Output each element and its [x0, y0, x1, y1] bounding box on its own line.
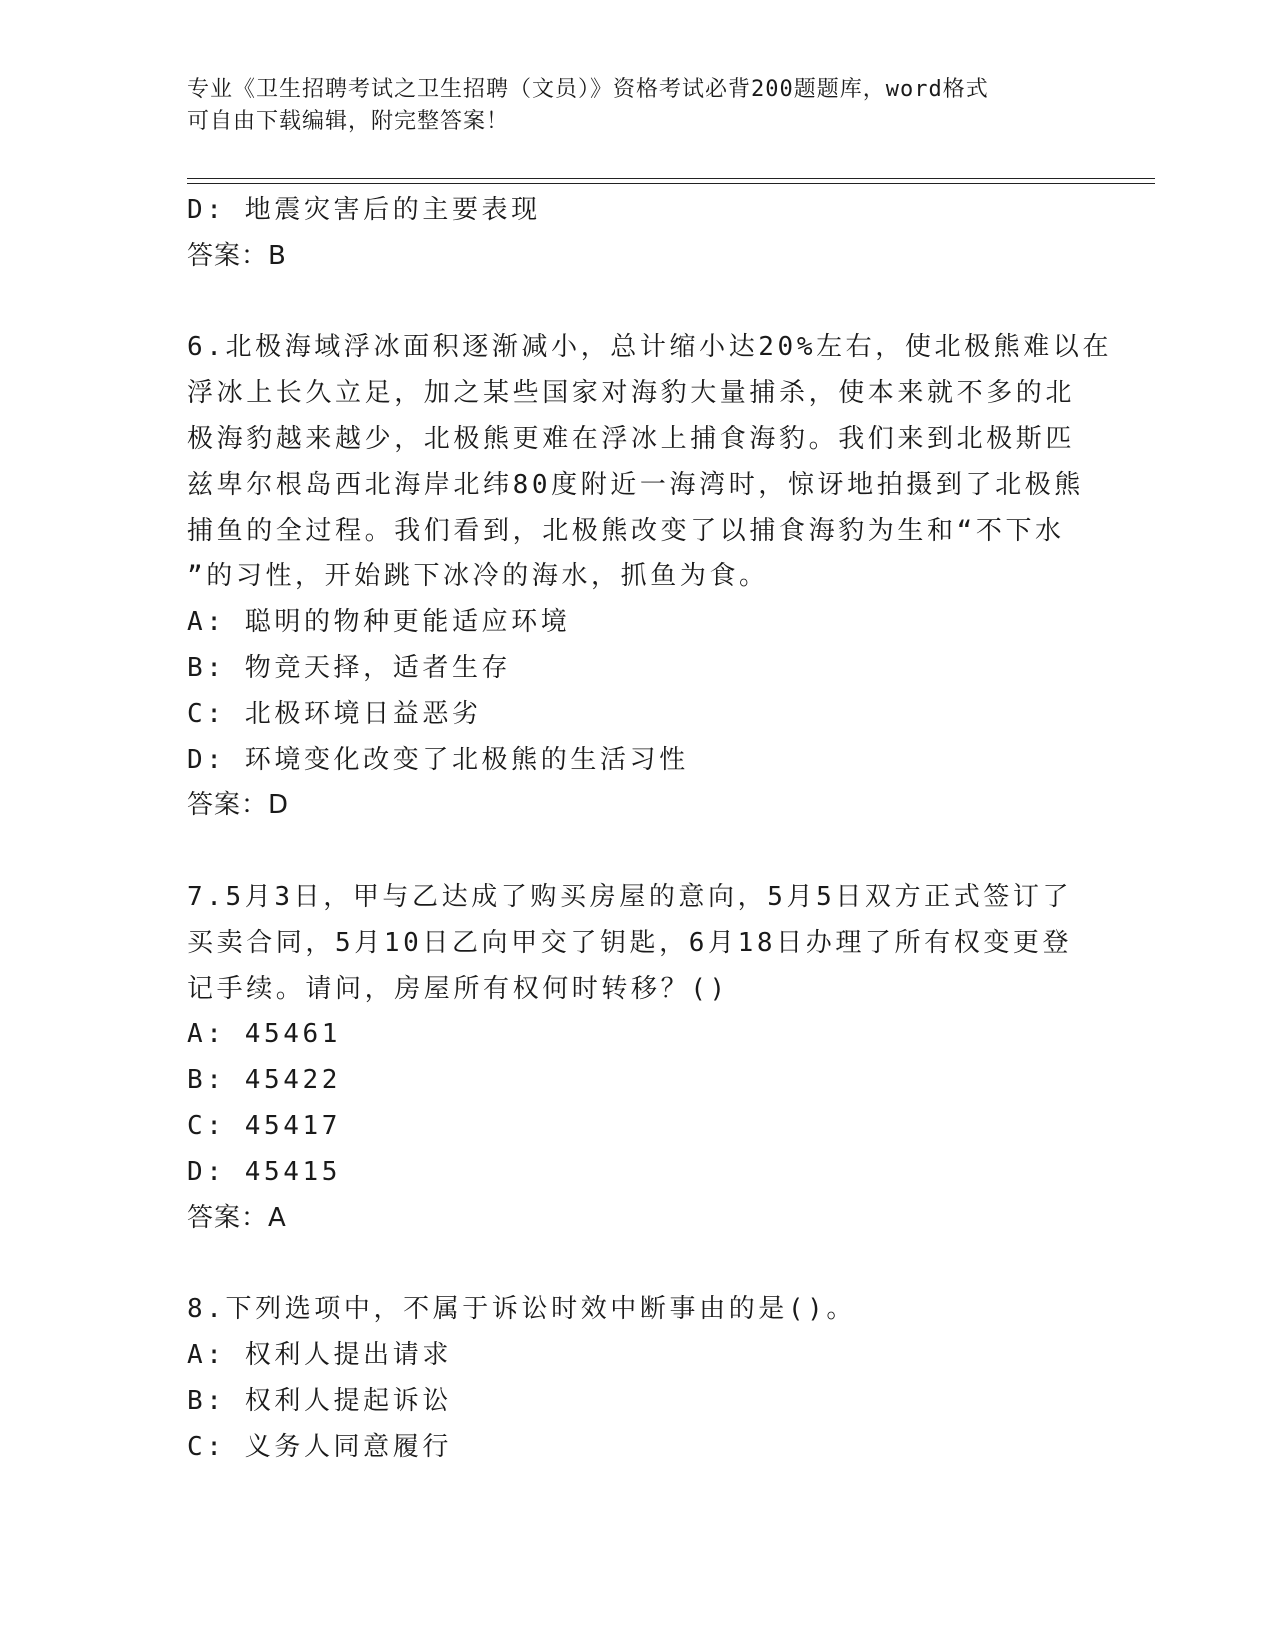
- q8-option-c: C: 义务人同意履行: [187, 1431, 452, 1462]
- spacer: [187, 1241, 1087, 1287]
- q6-answer: 答案：D: [187, 790, 290, 821]
- q7-stem-line: 买卖合同，5月10日乙向甲交了钥匙，6月18日办理了所有权变更登: [187, 927, 1073, 958]
- q6-option-c: C: 北极环境日益恶劣: [187, 698, 482, 729]
- header-line-2: 可自由下载编辑，附完整答案！: [187, 109, 510, 134]
- q7-stem: [187, 875, 1087, 1012]
- question-content: [187, 188, 1113, 1470]
- q6-stem-line: 捕鱼的全过程。我们看到，北极熊改变了以捕食海豹为生和“不下水: [187, 515, 1065, 546]
- q7-option-a: A: 45461: [187, 1019, 342, 1050]
- document-header: [187, 74, 1087, 138]
- header-divider-bottom: [187, 183, 1155, 184]
- q7-option-c: C: 45417: [187, 1110, 342, 1141]
- q6-option-a: A: 聪明的物种更能适应环境: [187, 607, 571, 638]
- q8-option-a: A: 权利人提出请求: [187, 1339, 452, 1370]
- q7-option-b: B: 45422: [187, 1065, 342, 1096]
- spacer: [187, 280, 1087, 326]
- header-line-1: 专业《卫生招聘考试之卫生招聘（文员）》资格考试必背200题题库，word格式: [187, 77, 989, 102]
- q6-stem-line: 极海豹越来越少，北极熊更难在浮冰上捕食海豹。我们来到北极斯匹: [187, 423, 1076, 454]
- q6-option-b: B: 物竞天择，适者生存: [187, 652, 512, 683]
- q6-stem-line: 浮冰上长久立足，加之某些国家对海豹大量捕杀，使本来就不多的北: [187, 378, 1076, 409]
- spacer: [187, 829, 1087, 875]
- q5-option-d: D: 地震灾害后的主要表现: [187, 195, 541, 225]
- q7-answer: 答案：A: [187, 1202, 287, 1233]
- q7-option-d: D: 45415: [187, 1156, 342, 1187]
- q7-stem-line: 7.5月3日，甲与乙达成了购买房屋的意向，5月5日双方正式签订了: [187, 881, 1073, 912]
- q6-stem-line: 兹卑尔根岛西北海岸北纬80度附近一海湾时，惊讶地拍摄到了北极熊: [187, 469, 1084, 500]
- q6-stem-line: 6.北极海域浮冰面积逐渐减小，总计缩小达20%左右，使北极熊难以在: [187, 332, 1113, 363]
- header-divider-top: [187, 178, 1155, 179]
- q5-answer: 答案：B: [187, 240, 287, 271]
- q8-option-b: B: 权利人提起诉讼: [187, 1385, 452, 1416]
- q6-stem-line: ”的习性，开始跳下冰冷的海水，抓鱼为食。: [187, 561, 769, 592]
- q7-stem-line: 记手续。请问，房屋所有权何时转移？(): [187, 973, 729, 1004]
- q6-stem: [187, 325, 1113, 600]
- q6-option-d: D: 环境变化改变了北极熊的生活习性: [187, 744, 689, 775]
- q8-stem: 8.下列选项中，不属于诉讼时效中断事由的是()。: [187, 1294, 857, 1325]
